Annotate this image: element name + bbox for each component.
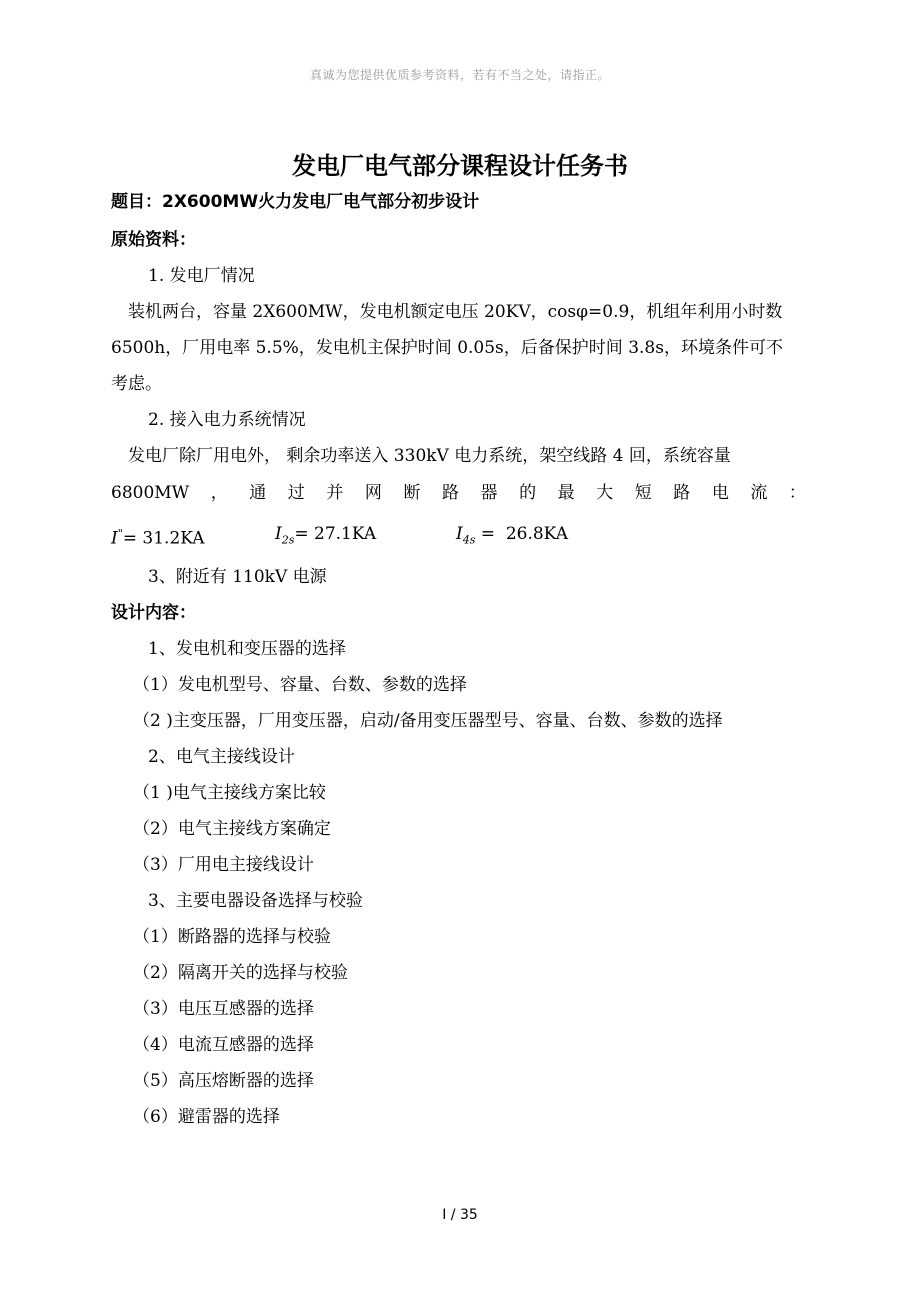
formula-symbol: I xyxy=(111,528,118,549)
d1-item-2: （2 )主变压器，厂用变压器，启动/备用变压器型号、容量、台数、参数的选择 xyxy=(133,711,723,731)
token: 路 xyxy=(441,483,459,503)
token: 最 xyxy=(557,483,575,503)
formula-value: = 31.2KA xyxy=(122,528,205,549)
formula-sub: 4s xyxy=(462,533,476,547)
document-title: 发电厂电气部分课程设计任务书 xyxy=(292,152,628,180)
d3-item-4: （4）电流互感器的选择 xyxy=(133,1035,314,1055)
token: 并 xyxy=(326,483,344,503)
source-heading: 原始资料： xyxy=(111,230,196,250)
formula-sub: 2s xyxy=(281,533,295,547)
token: 断 xyxy=(403,483,421,503)
formula-i-4s xyxy=(456,522,568,552)
token: 大 xyxy=(596,483,614,503)
formula-i-2s xyxy=(275,522,376,552)
token: 电 xyxy=(711,483,729,503)
section1-line-2: 6500h，厂用电率 5.5%，发电机主保护时间 0.05s，后备保护时间 3.8s，环境条件可不 xyxy=(111,338,783,358)
d2-item-3: （3）厂用电主接线设计 xyxy=(133,855,314,875)
token: 通 xyxy=(249,483,267,503)
token: 器 xyxy=(480,483,498,503)
formula-symbol: I xyxy=(456,524,463,544)
header-note: 真诚为您提供优质参考资料，若有不当之处，请指正。 xyxy=(309,68,610,82)
formula-sup: " xyxy=(117,527,123,540)
d3-item-5: （5）高压熔断器的选择 xyxy=(133,1071,314,1091)
d3-item-1: （1）断路器的选择与校验 xyxy=(133,927,331,947)
design-heading: 设计内容： xyxy=(111,603,196,623)
token: 流 xyxy=(750,483,768,503)
d3-item-2: （2）隔离开关的选择与校验 xyxy=(133,963,348,983)
token: 网 xyxy=(364,483,382,503)
page-number: I / 35 xyxy=(442,1207,478,1223)
formula-value: = 26.8KA xyxy=(475,524,568,544)
d3-heading: 3、主要电器设备选择与校验 xyxy=(148,891,363,911)
d3-item-3: （3）电压互感器的选择 xyxy=(133,999,314,1019)
d3-item-6: （6）避雷器的选择 xyxy=(133,1107,280,1127)
token: 短 xyxy=(634,483,652,503)
token: ， xyxy=(210,483,228,503)
subject-line: 题目：2X600MW火力发电厂电气部分初步设计 xyxy=(111,192,480,212)
d2-item-1: （1 )电气主接线方案比较 xyxy=(133,783,326,803)
d1-item-1: （1）发电机型号、容量、台数、参数的选择 xyxy=(133,675,467,695)
section3-heading: 3、附近有 110kV 电源 xyxy=(148,567,327,587)
formula-symbol: I xyxy=(275,524,282,544)
formula-i-double-prime xyxy=(111,522,205,551)
token: 6800MW xyxy=(111,483,190,503)
section2-heading: 2. 接入电力系统情况 xyxy=(148,410,306,430)
token: ： xyxy=(788,483,806,503)
d1-heading: 1、发电机和变压器的选择 xyxy=(148,639,346,659)
d2-item-2: （2）电气主接线方案确定 xyxy=(133,819,331,839)
token: 的 xyxy=(519,483,537,503)
section1-heading: 1. 发电厂情况 xyxy=(148,266,255,286)
d2-heading: 2、电气主接线设计 xyxy=(148,747,295,767)
formula-value: = 27.1KA xyxy=(294,524,377,544)
token: 路 xyxy=(673,483,691,503)
token: 过 xyxy=(287,483,305,503)
section2-line-1: 发电厂除厂用电外， 剩余功率送入 330kV 电力系统，架空线路 4 回，系统容量 xyxy=(128,446,731,466)
section1-line-3: 考虑。 xyxy=(111,374,162,394)
section1-line-1: 装机两台，容量 2X600MW，发电机额定电压 20KV，cosφ=0.9，机组年利用小时数 xyxy=(128,302,783,322)
section2-line-2 xyxy=(111,481,806,505)
